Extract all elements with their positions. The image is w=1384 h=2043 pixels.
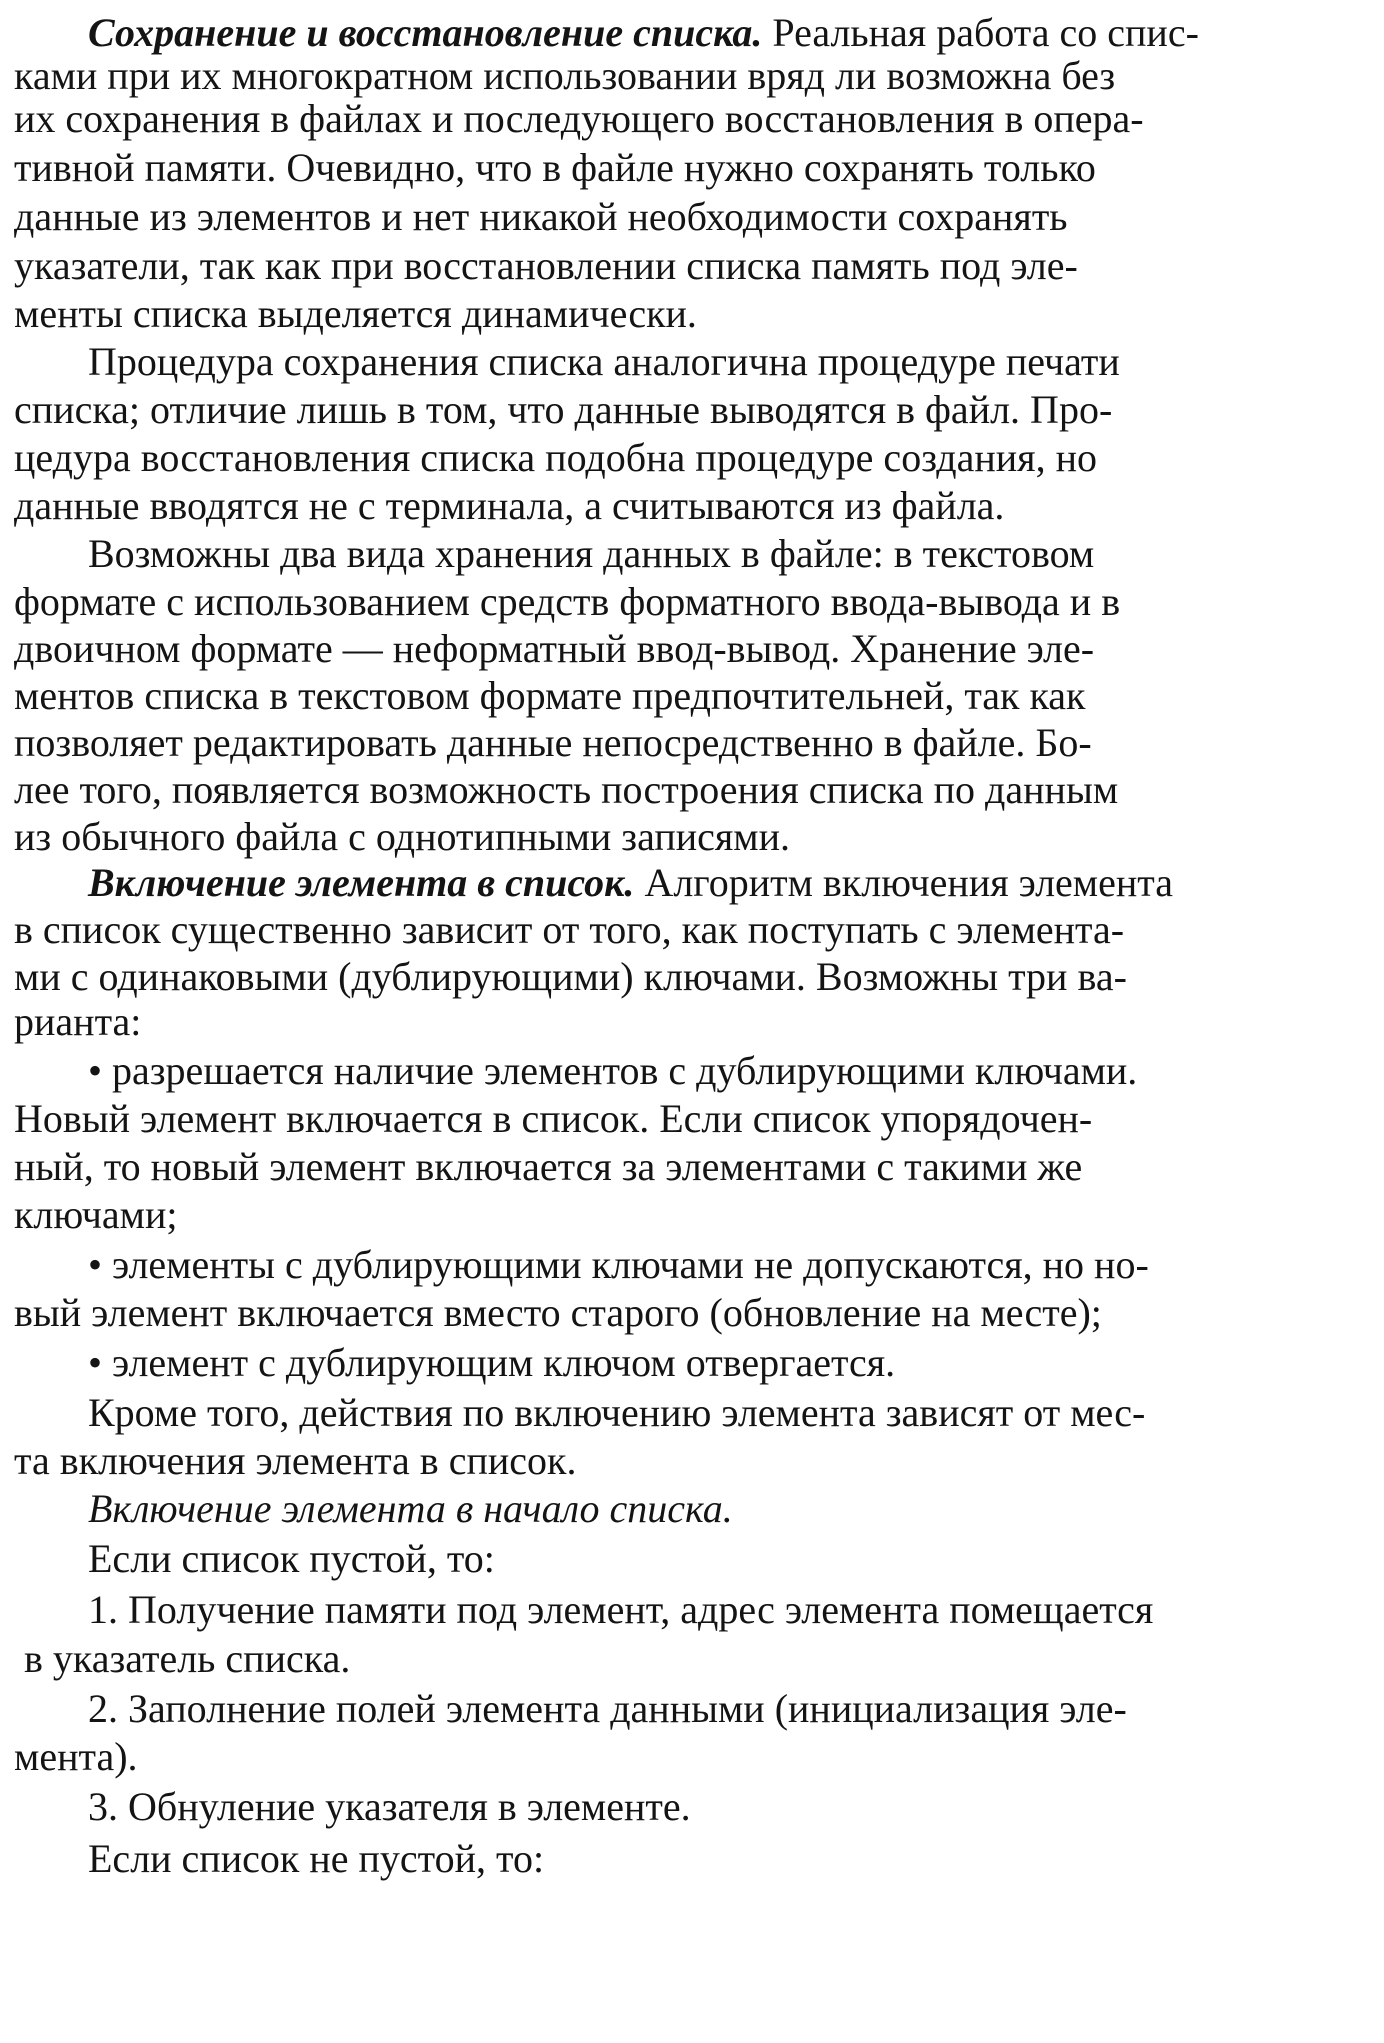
text-line: менты списка выделяется динамически. [14,291,697,336]
text-line: ментов списка в текстовом формате предпочтительней, так как [14,673,1086,718]
list-item: 2. Заполнение полей элемента данными (инициализация эле- [88,1686,1127,1731]
text-line: формате с использованием средств форматного ввода-вывода и в [14,579,1121,624]
list-item: • разрешается наличие элементов с дублирующими ключами. [88,1048,1138,1093]
text-line: Если список не пустой, то: [88,1836,545,1881]
text-line: ками при их многократном использовании вряд ли возможна без [14,53,1116,98]
text-line: списка; отличие лишь в том, что данные выводятся в файл. Про- [14,387,1113,432]
text-line: рианта: [14,999,142,1044]
section-heading: Сохранение и восстановление списка. [88,10,763,55]
text-line: вый элемент включается вместо старого (обновление на месте); [14,1290,1102,1335]
text-line: в указатель списка. [24,1636,351,1681]
section-heading: Включение элемента в список. [88,860,635,905]
text-line: указатели, так как при восстановлении списка память под эле- [14,243,1078,288]
text-line: Кроме того, действия по включению элемента зависят от мес- [88,1390,1146,1435]
text-line: Процедура сохранения списка аналогична процедуре печати [88,339,1120,384]
list-item: 1. Получение памяти под элемент, адрес элемента помещается [88,1587,1154,1632]
text-line: Включение элемента в список. Алгоритм включения элемента [0,856,1384,910]
text-line: данные из элементов и нет никакой необходимости сохранять [14,194,1068,239]
text-line: Если список пустой, то: [88,1536,495,1581]
text-line: их сохранения в файлах и последующего восстановления в опера- [14,96,1144,141]
text-line: из обычного файла с однотипными записями. [14,814,790,859]
text-line: Сохранение и восстановление списка. Реальная работа со спис- [0,6,1384,60]
text-line: данные вводятся не с терминала, а считываются из файла. [14,483,1005,528]
text-line: ный, то новый элемент включается за элементами с такими же [14,1144,1083,1189]
text-line: двоичном формате — неформатный ввод-вывод. Хранение эле- [14,626,1095,671]
text-line: Новый элемент включается в список. Если список упорядочен- [14,1096,1093,1141]
text-line: позволяет редактировать данные непосредственно в файле. Бо- [14,720,1092,765]
list-item: • элементы с дублирующими ключами не допускаются, но но- [88,1242,1149,1287]
text-line [0,1482,1384,1536]
list-item: • элемент с дублирующим ключом отвергается. [88,1340,896,1385]
text-line: ключами; [14,1192,178,1237]
text-line: лее того, появляется возможность построения списка по данным [14,767,1119,812]
text-line: тивной памяти. Очевидно, что в файле нужно сохранять только [14,145,1096,190]
text-line: цедура восстановления списка подобна процедуре создания, но [14,435,1097,480]
text-line: мента). [14,1734,138,1779]
text-line: та включения элемента в список. [14,1438,577,1483]
subsection-heading: Включение элемента в начало списка. [88,1486,733,1531]
text-line: в список существенно зависит от того, как поступать с элемента- [14,907,1125,952]
text-line: ми с одинаковыми (дублирующими) ключами. Возможны три ва- [14,954,1127,999]
list-item: 3. Обнуление указателя в элементе. [88,1784,691,1829]
text-line: Возможны два вида хранения данных в файле: в текстовом [88,531,1095,576]
